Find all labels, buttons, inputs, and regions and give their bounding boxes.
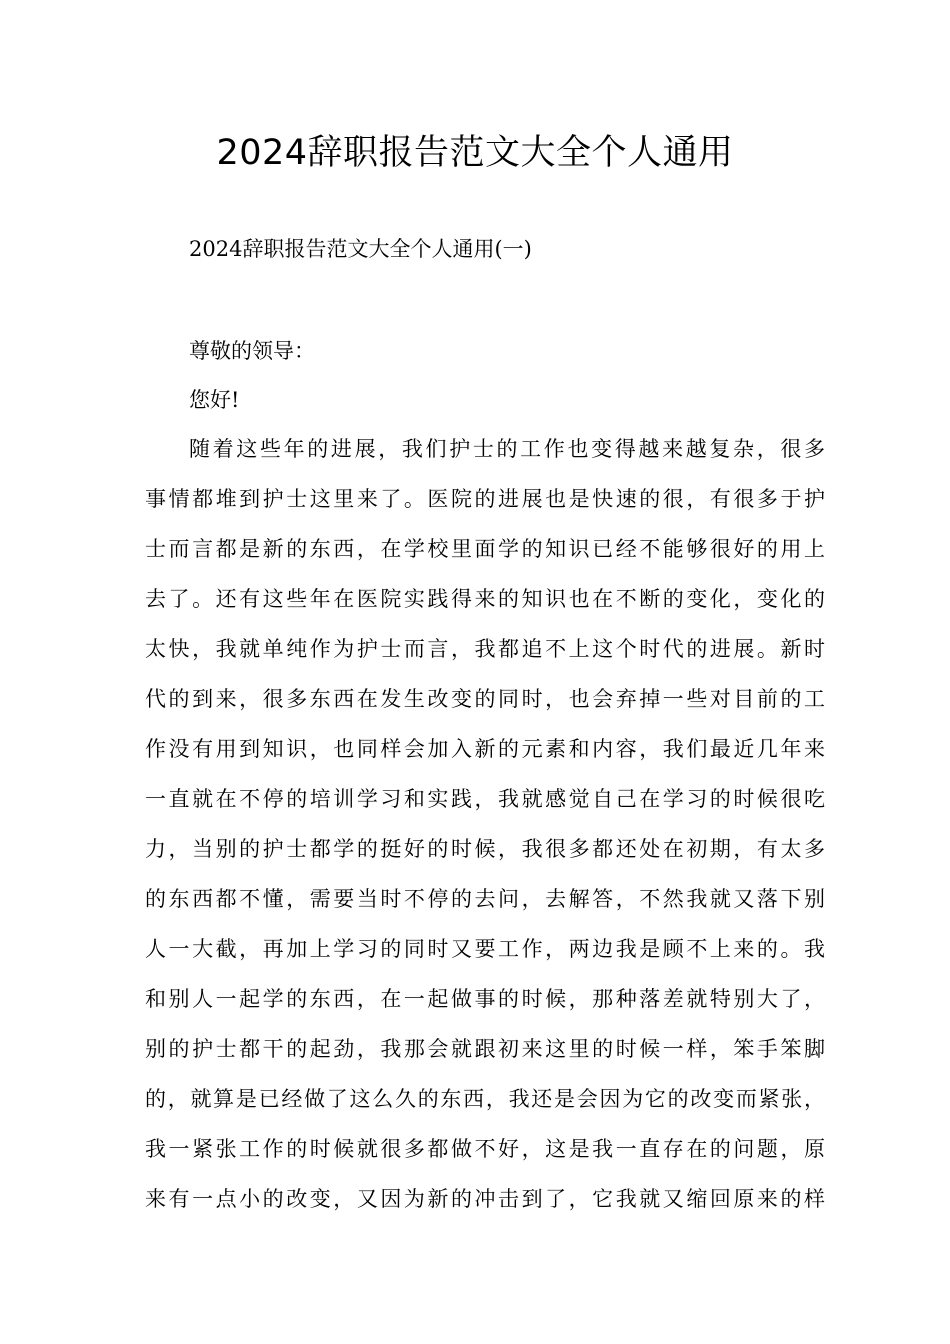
section-subtitle: 2024辞职报告范文大全个人通用(一) xyxy=(189,237,532,261)
body-line: 太快，我就单纯作为护士而言，我都追不上这个时代的进展。新时 xyxy=(145,637,825,661)
body-line: 我一紧张工作的时候就很多都做不好，这是我一直存在的问题，原 xyxy=(145,1137,825,1161)
body-line: 去了。还有这些年在医院实践得来的知识也在不断的变化，变化的 xyxy=(145,587,825,611)
body-line: 的，就算是已经做了这么久的东西，我还是会因为它的改变而紧张， xyxy=(145,1087,825,1111)
body-line: 别的护士都干的起劲，我那会就跟初来这里的时候一样，笨手笨脚 xyxy=(145,1037,825,1061)
salutation: 尊敬的领导： xyxy=(189,339,315,363)
body-line: 的东西都不懂，需要当时不停的去问，去解答，不然我就又落下别 xyxy=(145,887,825,911)
body-line: 力，当别的护士都学的挺好的时候，我很多都还处在初期，有太多 xyxy=(145,837,825,861)
body-line: 一直就在不停的培训学习和实践，我就感觉自己在学习的时候很吃 xyxy=(145,787,825,811)
body-line: 士而言都是新的东西，在学校里面学的知识已经不能够很好的用上 xyxy=(145,537,825,561)
document-title: 2024辞职报告范文大全个人通用 xyxy=(216,133,734,173)
body-line: 随着这些年的进展，我们护士的工作也变得越来越复杂，很多 xyxy=(189,437,825,461)
greeting: 您好! xyxy=(189,388,240,412)
body-line: 作没有用到知识，也同样会加入新的元素和内容，我们最近几年来 xyxy=(145,737,825,761)
body-line: 来有一点小的改变，又因为新的冲击到了，它我就又缩回原来的样 xyxy=(145,1187,825,1211)
body-line: 代的到来，很多东西在发生改变的同时，也会弃掉一些对目前的工 xyxy=(145,687,825,711)
body-line: 事情都堆到护士这里来了。医院的进展也是快速的很，有很多于护 xyxy=(145,487,825,511)
body-line: 和别人一起学的东西，在一起做事的时候，那种落差就特别大了， xyxy=(145,987,825,1011)
body-line: 人一大截，再加上学习的同时又要工作，两边我是顾不上来的。我 xyxy=(145,937,825,961)
